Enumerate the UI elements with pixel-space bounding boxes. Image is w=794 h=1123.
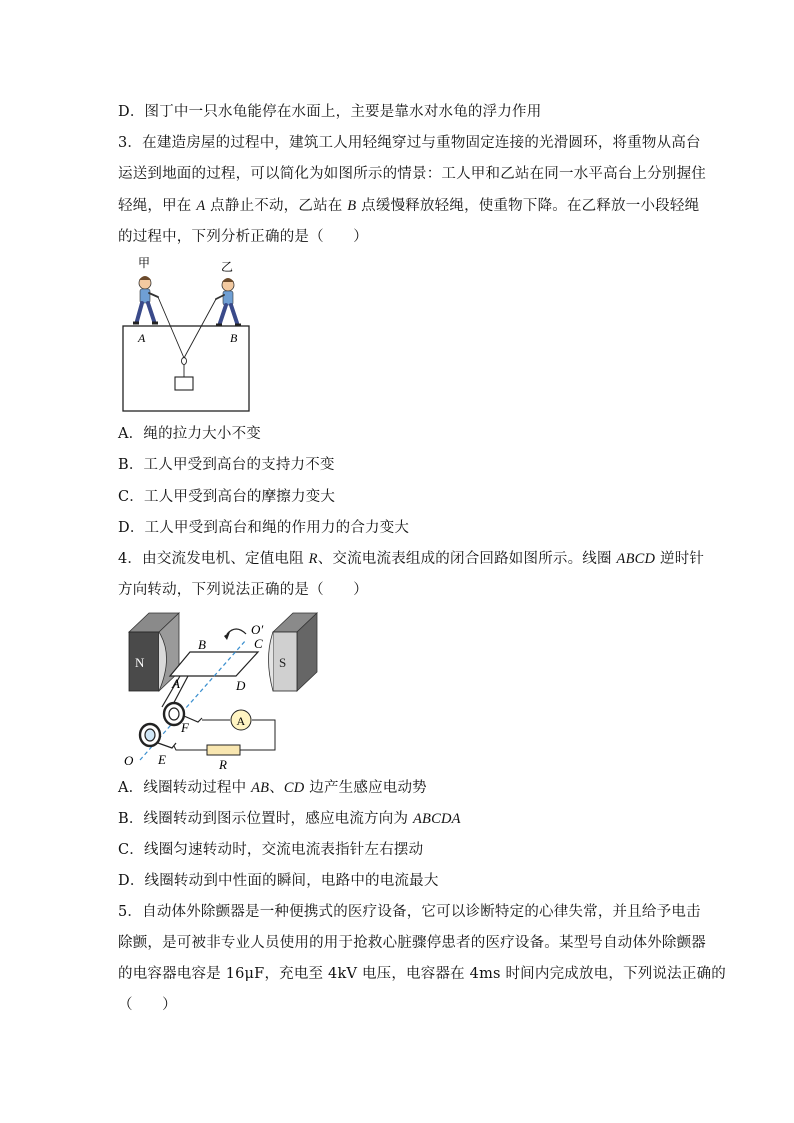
q5-stem-line-3: 的电容器电容是 16μF，充电至 4kV 电压，电容器在 4ms 时间内完成放电，下列说法正确的 — [118, 966, 726, 982]
label-yi: 乙 — [221, 260, 234, 274]
label-n: N — [135, 655, 145, 670]
label-s: S — [279, 655, 287, 670]
ring — [182, 358, 187, 365]
q2-option-d: D．图丁中一只水龟能停在水面上，主要是靠水对水龟的浮力作用 — [118, 104, 542, 120]
resistor — [207, 745, 240, 755]
q5-stem-line-1: 5．自动体外除颤器是一种便携式的医疗设备，它可以诊断特定的心律失常，并且给予电击 — [118, 904, 701, 920]
label-a-coil: A — [172, 676, 180, 691]
q5-stem-line-4: （ ） — [118, 997, 177, 1013]
weight-block — [175, 377, 193, 390]
label-e: E — [158, 752, 166, 767]
label-o: O — [124, 753, 134, 768]
label-r: R — [219, 757, 227, 772]
q3-stem-line-4: 的过程中，下列分析正确的是（ ） — [118, 229, 368, 245]
q4-option-a: A．线圈转动过程中 AB、CD 边产生感应电动势 — [118, 780, 427, 796]
q5-stem-line-2: 除颤，是可被非专业人员使用的用于抢救心脏骤停患者的医疗设备。某型号自动体外除颤器 — [118, 935, 706, 951]
q3-stem-line-1: 3．在建造房屋的过程中，建筑工人用轻绳穿过与重物固定连接的光滑圆环，将重物从高台 — [118, 135, 701, 151]
q4-option-c: C．线圈匀速转动时，交流电流表指针左右摆动 — [118, 842, 424, 858]
label-b-coil: B — [198, 637, 206, 652]
label-o-prime: O′ — [251, 622, 264, 637]
q4-option-b: B．线圈转动到图示位置时，感应电流方向为 ABCDA — [118, 811, 461, 827]
q3-option-a: A．绳的拉力大小不变 — [118, 426, 261, 442]
q3-option-d: D．工人甲受到高台和绳的作用力的合力变大 — [118, 520, 410, 536]
q3-figure — [118, 255, 258, 415]
label-a: A — [138, 331, 146, 345]
worker-jia-icon — [133, 276, 158, 323]
q3-stem-line-3: 轻绳，甲在 A 点静止不动，乙站在 B 点缓慢释放轻绳，使重物下降。在乙释放一小段轻绳 — [118, 198, 700, 214]
q4-stem-line-2: 方向转动，下列说法正确的是（ ） — [118, 582, 368, 598]
q4-option-d: D．线圈转动到中性面的瞬间，电路中的电流最大 — [118, 873, 439, 889]
label-b: B — [230, 331, 238, 345]
q4-stem-line-1: 4．由交流发电机、定值电阻 R、交流电流表组成的闭合回路如图所示。线圈 ABCD 逆时针 — [118, 551, 705, 567]
q3-stem-line-2: 运送到地面的过程，可以简化为如图所示的情景：工人甲和乙站在同一水平高台上分别握住 — [118, 166, 706, 182]
q4-figure — [118, 610, 328, 775]
q3-option-c: C．工人甲受到高台的摩擦力变大 — [118, 489, 336, 505]
label-c-coil: C — [254, 636, 263, 651]
coil — [170, 652, 258, 676]
label-f: F — [181, 720, 189, 735]
label-ammeter: A — [236, 714, 246, 728]
q3-option-b: B．工人甲受到高台的支持力不变 — [118, 457, 335, 473]
label-jia: 甲 — [138, 256, 151, 270]
label-d-coil: D — [236, 678, 246, 693]
worker-yi-icon — [216, 278, 241, 325]
